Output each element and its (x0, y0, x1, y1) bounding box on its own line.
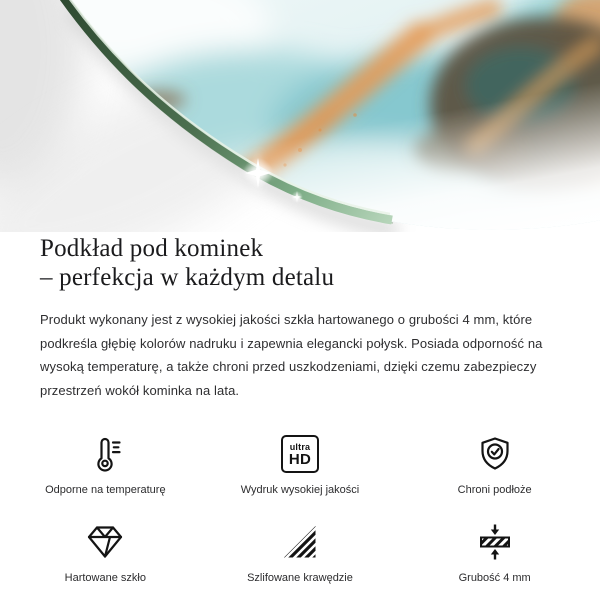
feature-tempered-glass (8, 520, 203, 586)
product-description: Produkt wykonany jest z wysokiej jakości szkła hartowanego o grubości 4 mm, które podkreśla głębię kolorów nadruku i zapewnia elegancki połysk. Posiada odporność na wysoką temperaturę, a także chroni przed uszkodzeniami, dzięki czemu zabezpieczy przestrzeń wokół kominka na lata. (40, 312, 543, 398)
feature-polished-edges (203, 520, 398, 586)
ultra-hd-text-top: ultra (289, 441, 311, 452)
shield-check-icon (475, 432, 515, 476)
feature-label: Chroni podłoże (457, 484, 532, 496)
glass-panel-illustration (0, 0, 600, 232)
feature-label: Hartowane szkło (64, 572, 146, 584)
page-title (40, 234, 560, 292)
feature-temperature-resistant (8, 432, 203, 498)
thermometer-icon (85, 432, 125, 476)
feature-label: Odporne na temperaturę (45, 484, 166, 496)
page-title-line2: – perfekcja w każdym detalu (40, 264, 335, 291)
feature-label: Grubość 4 mm (458, 572, 531, 584)
feature-label: Wydruk wysokiej jakości (240, 484, 360, 496)
feature-protects-floor (397, 432, 592, 498)
thickness-icon (475, 520, 515, 564)
feature-thickness (397, 520, 592, 586)
polished-edges-icon (280, 520, 320, 564)
ultra-hd-icon (281, 432, 319, 476)
diamond-icon (84, 520, 126, 564)
product-info-section (0, 234, 600, 586)
product-photo (0, 0, 600, 232)
page-title-line1: Podkład pod kominek (40, 235, 264, 262)
features-grid (8, 432, 592, 586)
feature-label: Szlifowane krawędzie (247, 572, 353, 584)
ultra-hd-text-bottom: HD (288, 450, 312, 468)
feature-print-quality (203, 432, 398, 498)
